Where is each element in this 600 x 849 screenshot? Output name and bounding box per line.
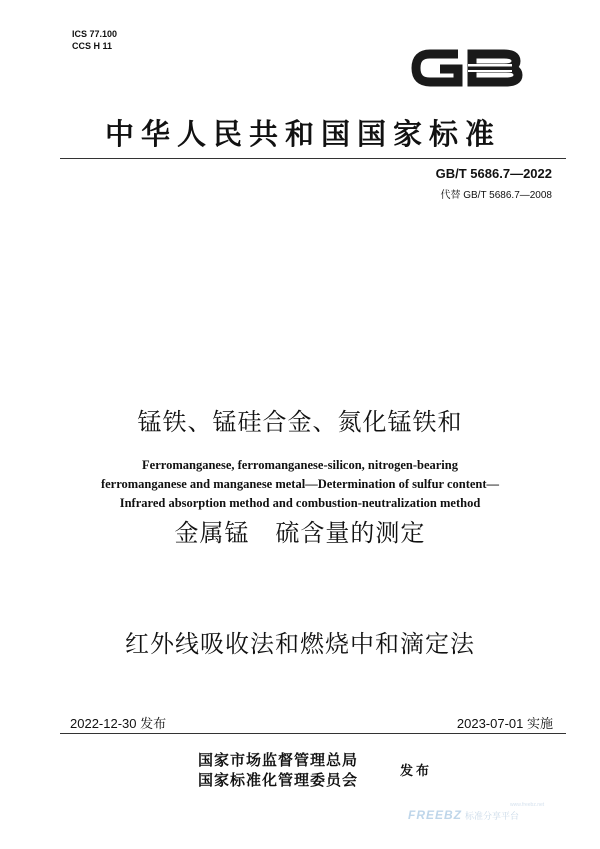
watermark [408, 804, 558, 828]
chinese-title-line-3: 红外线吸收法和燃烧中和滴定法 [125, 630, 475, 658]
standard-code: GB/T 5686.7—2022 [435, 166, 552, 181]
english-title-line-1: Ferromanganese, ferromanganese-silicon, nitrogen-bearing [142, 458, 458, 472]
watermark-subtitle: 标准分享平台 [465, 812, 520, 822]
gb-logo [408, 42, 526, 94]
bottom-divider [60, 733, 566, 734]
chinese-title-line-1: 锰铁、锰硅合金、氮化锰铁和 [137, 408, 463, 436]
publish-date: 2022-12-30 发布 [70, 716, 167, 731]
top-divider [60, 158, 566, 159]
ccs-code: CCS H 11 [72, 41, 113, 51]
watermark-brand: FREEBZ [408, 808, 462, 822]
watermark-url: www.freebz.net [510, 802, 545, 808]
ics-code: ICS 77.100 [72, 29, 118, 39]
issuer-samr: 国家市场监督管理总局 [198, 751, 359, 769]
chinese-title [0, 330, 600, 700]
issuing-authorities [198, 750, 358, 790]
english-title-line-2: ferromanganese and manganese metal—Determination of sulfur content— [100, 477, 500, 491]
publish-label: 发布 [400, 764, 433, 779]
replaces-standard: 代替 GB/T 5686.7—2008 [440, 190, 552, 201]
english-title [0, 456, 600, 513]
classification-codes [72, 28, 117, 52]
issuer-sac: 国家标准化管理委员会 [198, 771, 359, 789]
national-standard-title: 中华人民共和国国家标准 [104, 117, 501, 151]
chinese-title-line-2: 金属锰 硫含量的测定 [174, 519, 426, 547]
implementation-date: 2023-07-01 实施 [456, 716, 553, 731]
english-title-line-3: Infrared absorption method and combustion-neutralization method [119, 496, 481, 510]
